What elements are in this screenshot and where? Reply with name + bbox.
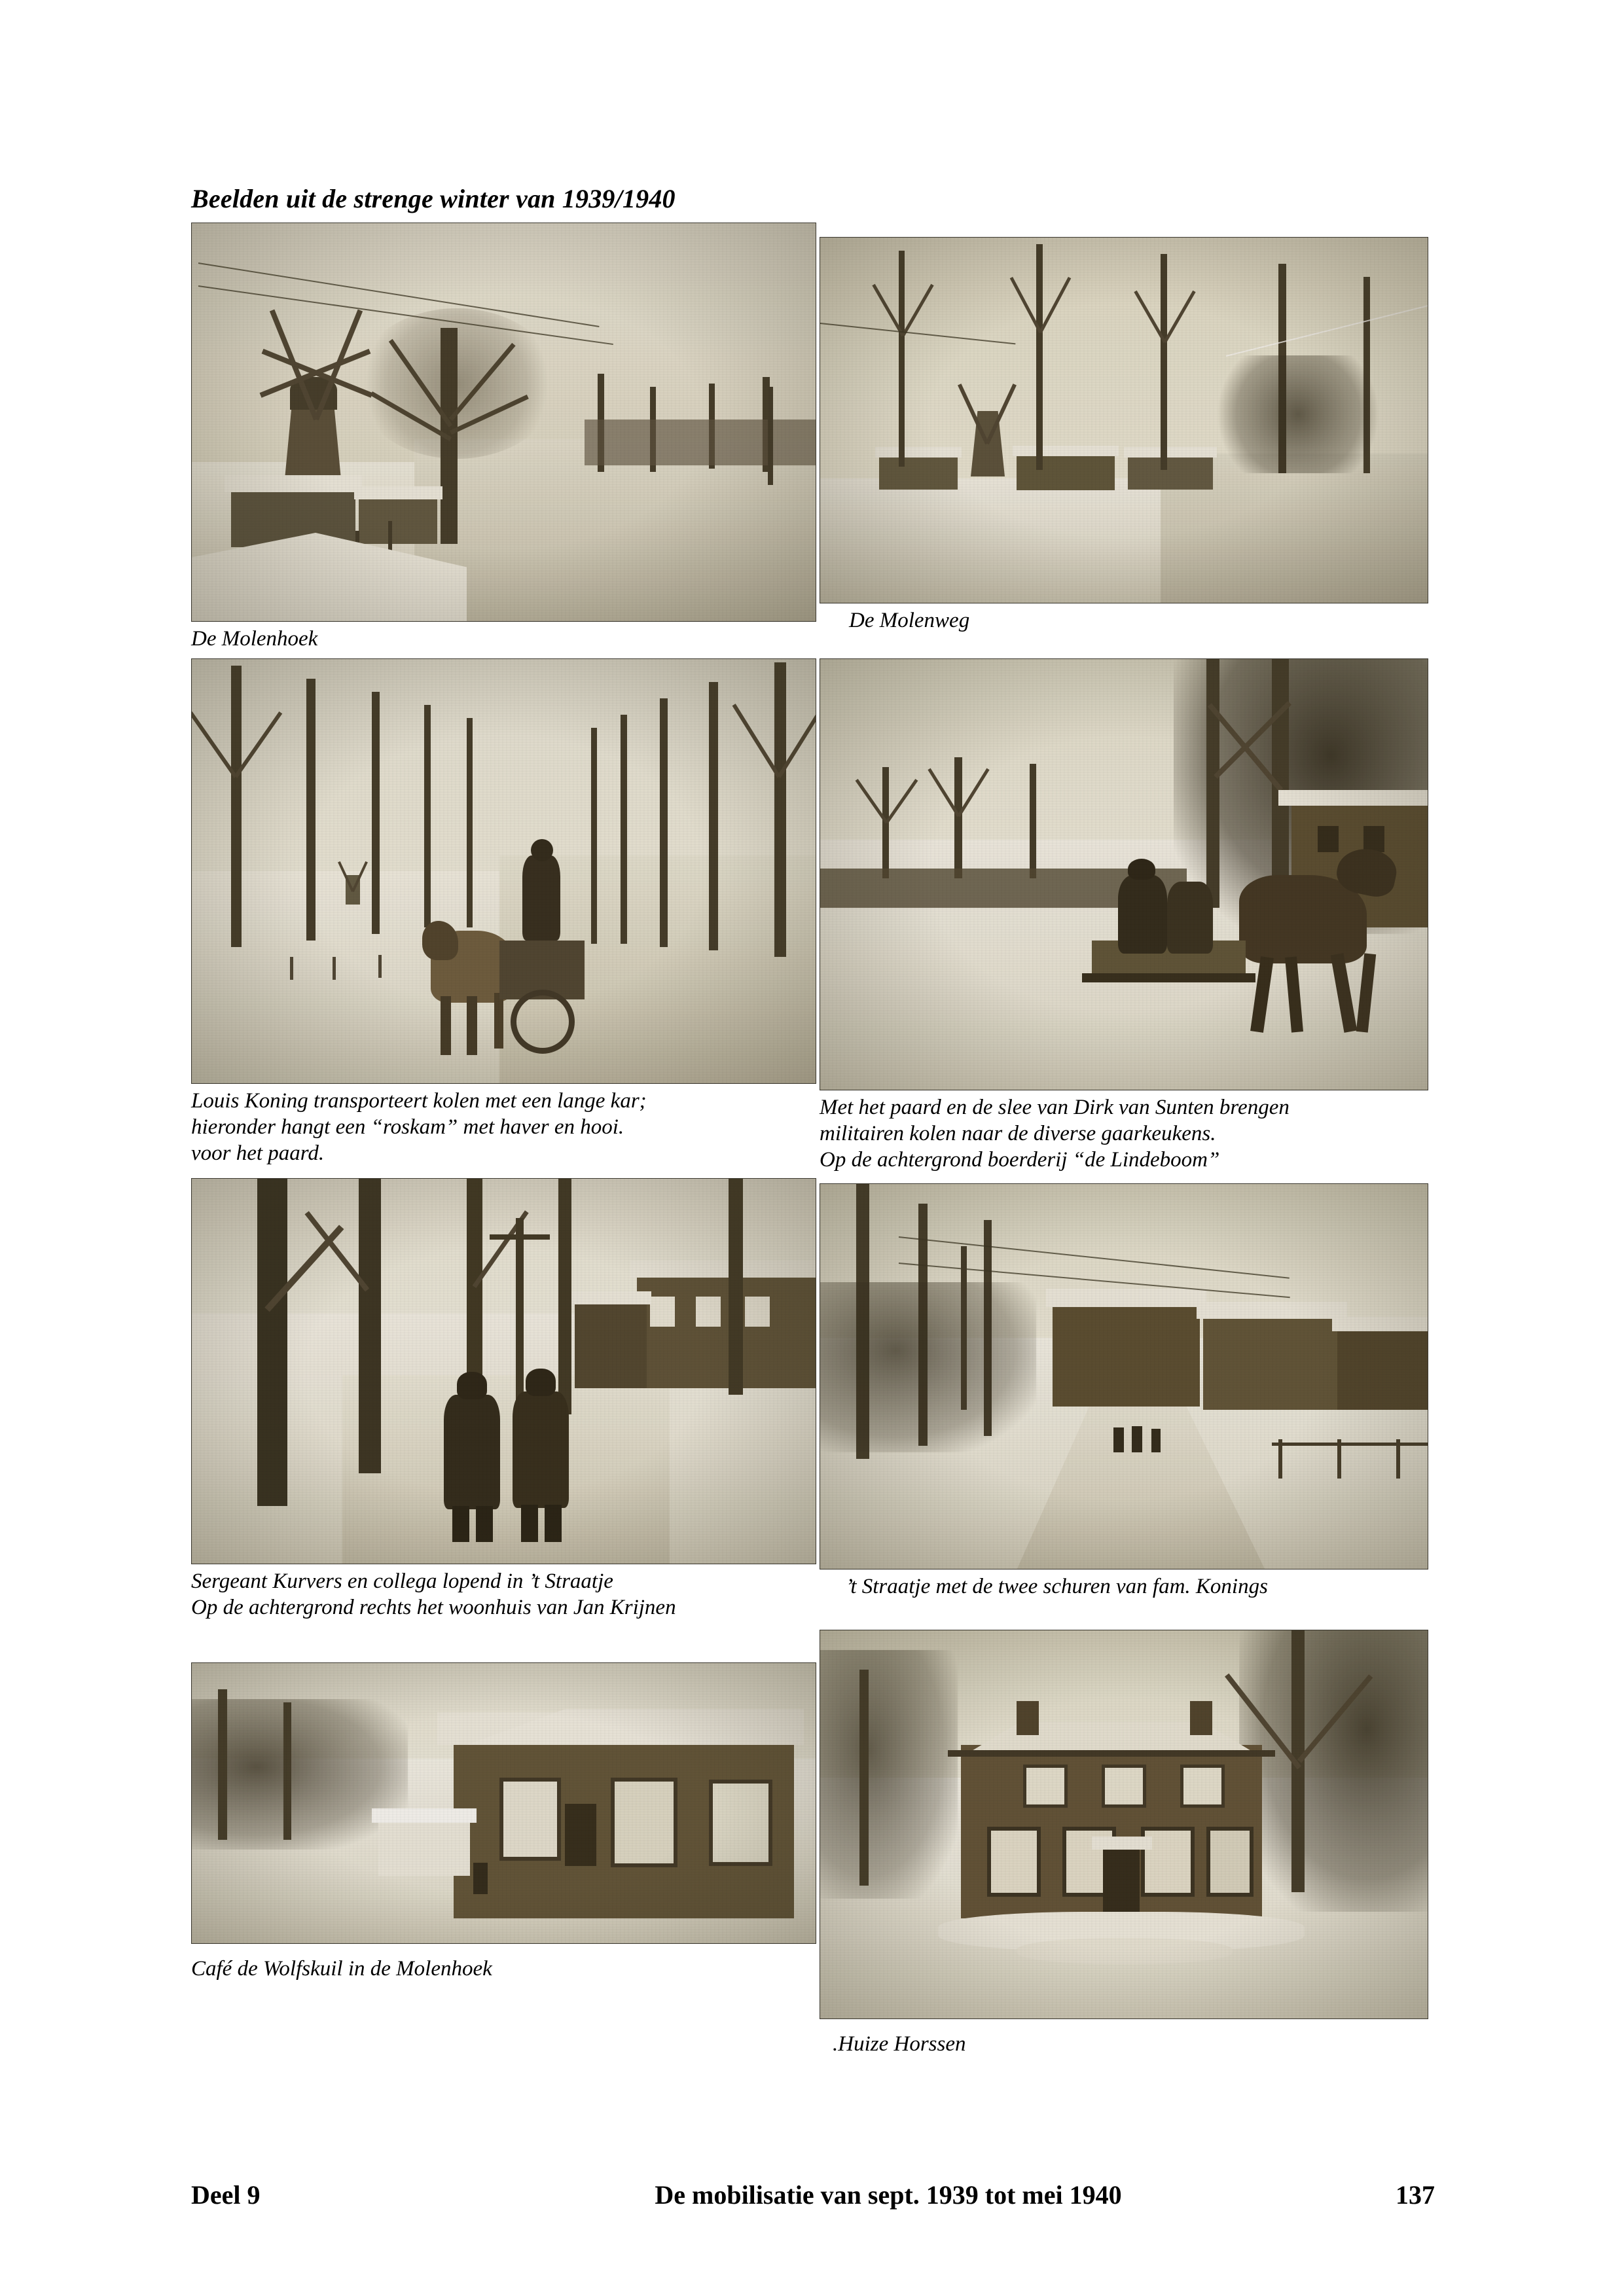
photo-row-1 xyxy=(191,223,1435,652)
photo-dirk-van-sunten xyxy=(820,658,1428,1090)
photo-column-right-4 xyxy=(820,1630,1435,2057)
photo-column-right-2 xyxy=(820,658,1435,1173)
caption-dirk-van-sunten-line-3: Op de achtergrond boerderij “de Lindeboom” xyxy=(820,1148,1220,1172)
photo-sergeant-kurvers xyxy=(191,1178,816,1564)
photo-column-right-3 xyxy=(820,1178,1435,1621)
photo-huize-horssen xyxy=(820,1630,1428,2019)
caption-louis-koning-block xyxy=(191,1088,820,1166)
caption-molenweg-block xyxy=(849,607,1435,634)
photo-straatje-schuren xyxy=(820,1183,1428,1570)
page-title: Beelden uit de strenge winter van 1939/1940 xyxy=(191,184,676,213)
caption-cafe-wolfskuil: Café de Wolfskuil in de Molenhoek xyxy=(191,1957,492,1981)
caption-straatje-schuren-block xyxy=(846,1573,1435,1600)
page-footer xyxy=(191,2179,1435,2210)
page-content xyxy=(191,183,1435,2057)
photo-louis-koning xyxy=(191,658,816,1084)
caption-huize-horssen: .Huize Horssen xyxy=(833,2032,966,2056)
photo-row-3 xyxy=(191,1178,1435,1621)
caption-straatje-schuren: ’t Straatje met de twee schuren van fam. Konings xyxy=(846,1575,1268,1598)
photo-column-right-1 xyxy=(820,223,1435,652)
caption-louis-koning-line-3: voor het paard. xyxy=(191,1141,325,1165)
caption-molenhoek-block xyxy=(191,626,820,652)
photo-column-left-4 xyxy=(191,1630,820,2057)
caption-dirk-van-sunten-line-2: militairen kolen naar de diverse gaarkeukens. xyxy=(820,1122,1216,1145)
caption-huize-horssen-block xyxy=(833,2031,1435,2057)
footer-page-number: 137 xyxy=(1396,2180,1435,2210)
caption-sergeant-kurvers-block xyxy=(191,1568,820,1621)
photo-row-4 xyxy=(191,1630,1435,2057)
caption-louis-koning-line-1: Louis Koning transporteert kolen met een lange kar; xyxy=(191,1089,647,1113)
caption-dirk-van-sunten-block xyxy=(820,1094,1435,1173)
photo-molenhoek xyxy=(191,223,816,622)
caption-molenhoek: De Molenhoek xyxy=(191,627,318,651)
photo-column-left-1 xyxy=(191,223,820,652)
photo-column-left-2 xyxy=(191,658,820,1173)
footer-part: Deel 9 xyxy=(191,2180,261,2210)
caption-sergeant-kurvers-line-2: Op de achtergrond rechts het woonhuis van Jan Krijnen xyxy=(191,1596,676,1619)
caption-molenweg: De Molenweg xyxy=(849,609,970,632)
caption-sergeant-kurvers-line-1: Sergeant Kurvers en collega lopend in ’t Straatje xyxy=(191,1570,613,1593)
photo-molenweg xyxy=(820,237,1428,603)
footer-title: De mobilisatie van sept. 1939 tot mei 1940 xyxy=(655,2180,1122,2210)
photo-cafe-wolfskuil xyxy=(191,1662,816,1944)
caption-cafe-wolfskuil-block xyxy=(191,1956,820,1982)
photo-row-2 xyxy=(191,658,1435,1173)
caption-dirk-van-sunten-line-1: Met het paard en de slee van Dirk van Sunten brengen xyxy=(820,1096,1290,1119)
photo-column-left-3 xyxy=(191,1178,820,1621)
caption-louis-koning-line-2: hieronder hangt een “roskam” met haver en hooi. xyxy=(191,1115,624,1139)
